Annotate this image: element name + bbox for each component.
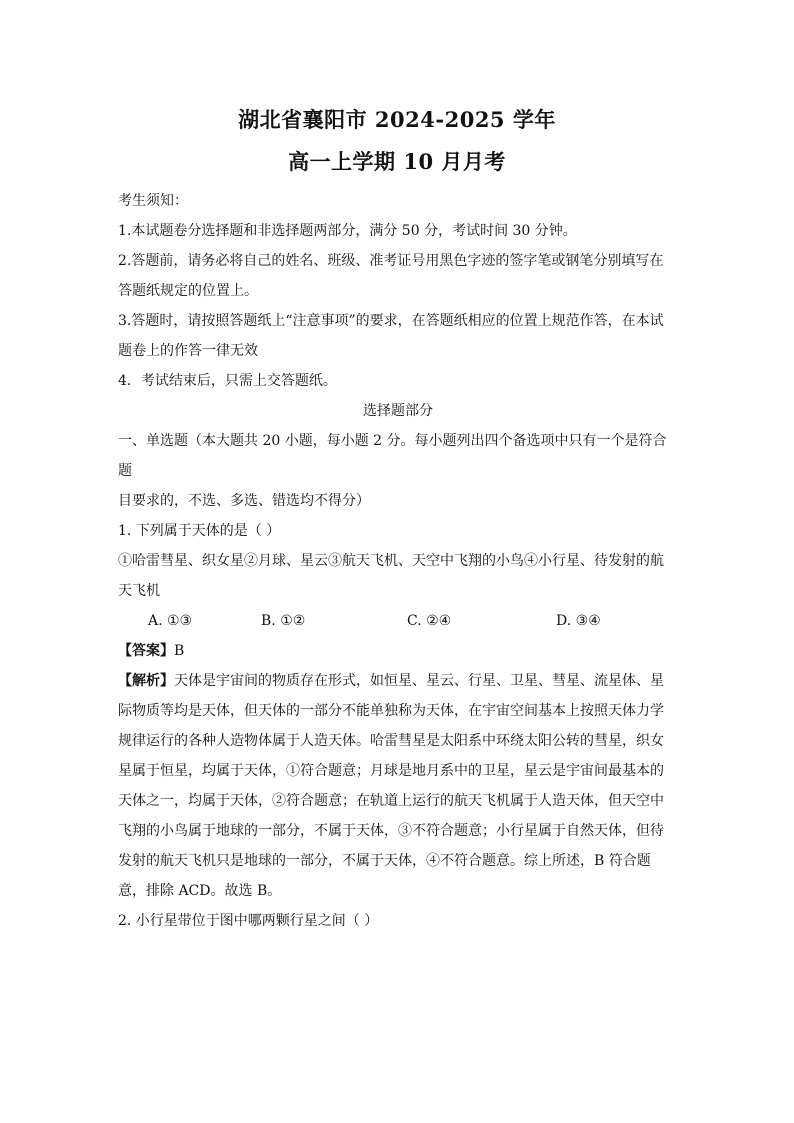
notice-item: 答题纸规定的位置上。 xyxy=(118,283,258,299)
question-1-stem: 1. 下列属于天体的是（ ） xyxy=(118,523,281,539)
notice-item: 4．考试结束后，只需上交答题纸。 xyxy=(118,373,337,389)
analysis-line: 星属于恒星，均属于天体，①符合题意；月球是地月系中的卫星，星云是宇宙间最基本的 xyxy=(118,763,664,779)
exam-title-line1: 湖北省襄阳市 2024-2025 学年 xyxy=(238,107,556,132)
section-instruction: 目要求的，不选、多选、错选均不得分） xyxy=(118,493,370,509)
answer-label: 【答案】 xyxy=(118,643,174,659)
analysis-line: 际物质等均是天体，但天体的一部分不能单独称为天体，在宇宙空间基本上按照天体力学 xyxy=(118,703,664,719)
answer-value: B xyxy=(174,643,185,659)
analysis-line: 发射的航天飞机只是地球的一部分，不属于天体，④不符合题意。综上所述，B 符合题 xyxy=(118,853,651,869)
notice-item: 2.答题前，请务必将自己的姓名、班级、准考证号用黑色字迹的签字笔或钢笔分别填写在 xyxy=(118,253,664,269)
question-1-analysis xyxy=(118,666,678,696)
section-instruction: 一、单选题（本大题共 20 小题，每小题 2 分。每小题列出四个备选项中只有一个是符合题 xyxy=(118,433,667,479)
option-a: A. ①③ xyxy=(148,613,193,629)
option-c: C. ②④ xyxy=(407,613,452,629)
analysis-line: 意，排除 ACD。故选 B。 xyxy=(118,883,282,899)
option-b: B. ①② xyxy=(261,613,306,629)
analysis-line: 天体之一，均属于天体，②符合题意；在轨道上运行的航天飞机属于人造天体，但天空中 xyxy=(118,793,664,809)
analysis-line: 飞翔的小鸟属于地球的一部分，不属于天体，③不符合题意；小行星属于自然天体，但待 xyxy=(118,823,664,839)
question-2-stem: 2. 小行星带位于图中哪两颗行星之间（ ） xyxy=(118,913,379,929)
question-1-items: ①哈雷彗星、织女星②月球、星云③航天飞机、天空中飞翔的小鸟④小行星、待发射的航 xyxy=(118,553,664,569)
exam-title-line2: 高一上学期 10 月月考 xyxy=(288,149,506,174)
analysis-line: 规律运行的各种人造物体属于人造天体。哈雷彗星是太阳系中环绕太阳公转的彗星，织女 xyxy=(118,733,664,749)
analysis-label: 【解析】 xyxy=(118,673,174,689)
notice-item: 3.答题时，请按照答题纸上“注意事项”的要求，在答题纸相应的位置上规范作答，在本试 xyxy=(118,313,664,329)
notice-item: 题卷上的作答一律无效 xyxy=(118,343,258,359)
analysis-text: 天体是宇宙间的物质存在形式，如恒星、星云、行星、卫星、彗星、流星体、星 xyxy=(174,673,664,689)
exam-body xyxy=(118,186,678,936)
notice-heading: 考生须知： xyxy=(118,193,188,209)
question-1-options xyxy=(118,606,678,636)
section-title: 选择题部分 xyxy=(363,403,433,419)
option-d: D. ③④ xyxy=(556,613,601,629)
notice-item: 1.本试题卷分选择题和非选择题两部分，满分 50 分，考试时间 30 分钟。 xyxy=(118,223,577,239)
question-1-answer xyxy=(118,636,678,666)
question-1-items: 天飞机 xyxy=(118,583,160,599)
